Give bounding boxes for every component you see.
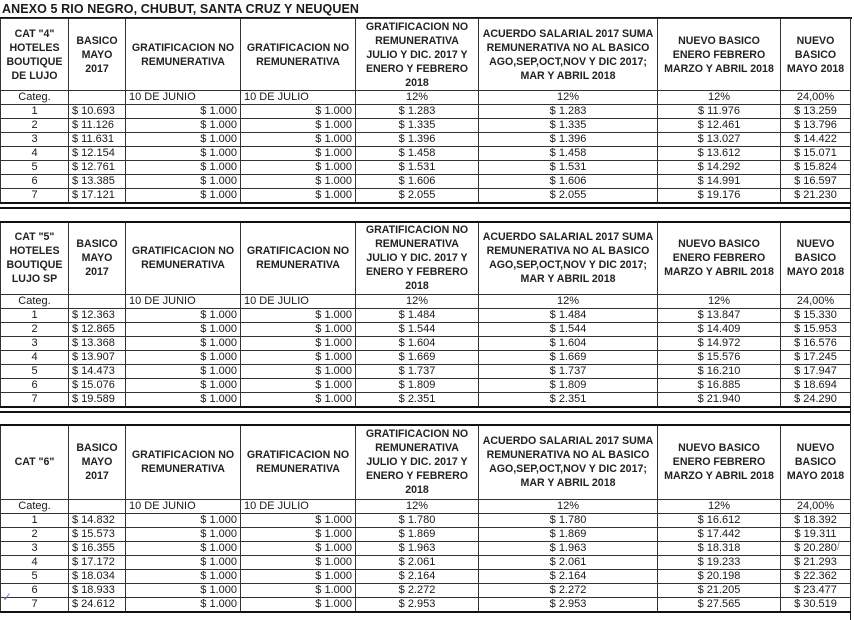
subheader-date-julio: 10 DE JULIO (241, 500, 356, 514)
header-gratificacion-junio: GRATIFICACION NO REMUNERATIVA (126, 19, 241, 91)
cell-gratificacion-julio: $ 1.000 (241, 350, 356, 364)
cell-categoria: 3 (1, 336, 69, 350)
cell-nuevo-basico-mayo: $ 13.796 (781, 118, 851, 132)
cell-gratificacion-julio: $ 1.000 (241, 597, 356, 612)
cell-acuerdo-salarial: $ 1.458 (479, 146, 658, 160)
cell-nuevo-basico-ene-abr: $ 14.972 (658, 336, 781, 350)
cell-acuerdo-salarial: $ 2.351 (479, 392, 658, 407)
salary-table-section-2 (0, 221, 851, 408)
category-header: CAT "4" HOTELES BOUTIQUE DE LUJO (1, 19, 69, 91)
pen-mark: ∕ (835, 538, 843, 552)
cell-gratificacion-12pct: $ 1.484 (356, 308, 479, 322)
subheader-basico (69, 91, 126, 105)
cell-categoria: 3 (1, 132, 69, 146)
table-row (1, 188, 851, 203)
header-gratificacion-julio: GRATIFICACION NO REMUNERATIVA (241, 222, 356, 295)
cell-gratificacion-12pct: $ 2.055 (356, 188, 479, 203)
cell-gratificacion-junio: $ 1.000 (126, 174, 241, 188)
cell-gratificacion-junio: $ 1.000 (126, 322, 241, 336)
header-nuevo-basico-mayo: NUEVO BASICO MAYO 2018 (781, 222, 851, 295)
subheader-row (1, 91, 851, 105)
cell-nuevo-basico-mayo: $ 17.947 (781, 364, 851, 378)
cell-nuevo-basico-ene-abr: $ 13.847 (658, 308, 781, 322)
cell-nuevo-basico-ene-abr: $ 16.612 (658, 513, 781, 527)
cell-gratificacion-junio: $ 1.000 (126, 513, 241, 527)
cell-nuevo-basico-mayo: $ 18.392 (781, 513, 851, 527)
cell-gratificacion-12pct: $ 2.351 (356, 392, 479, 407)
header-basico: BASICO MAYO 2017 (69, 425, 126, 500)
cell-gratificacion-junio: $ 1.000 (126, 188, 241, 203)
cell-gratificacion-12pct: $ 1.963 (356, 541, 479, 555)
cell-basico-mayo-2017: $ 19.589 (69, 392, 126, 407)
subheader-categ: Categ. (1, 91, 69, 105)
cell-nuevo-basico-ene-abr: $ 14.991 (658, 174, 781, 188)
table-row (1, 174, 851, 188)
cell-nuevo-basico-ene-abr: $ 13.612 (658, 146, 781, 160)
cell-acuerdo-salarial: $ 1.737 (479, 364, 658, 378)
cell-nuevo-basico-mayo: $ 15.071 (781, 146, 851, 160)
cell-acuerdo-salarial: $ 1.780 (479, 513, 658, 527)
section-separator (0, 411, 850, 426)
cell-gratificacion-julio: $ 1.000 (241, 336, 356, 350)
cell-basico-mayo-2017: $ 14.473 (69, 364, 126, 378)
subheader-row (1, 500, 851, 514)
cell-nuevo-basico-ene-abr: $ 11.976 (658, 104, 781, 118)
cell-gratificacion-12pct: $ 1.606 (356, 174, 479, 188)
header-nuevo-basico-ene-abr: NUEVO BASICO ENERO FEBRERO MARZO Y ABRIL 2018 (658, 19, 781, 91)
category-header: CAT "5" HOTELES BOUTIQUE LUJO SP (1, 222, 69, 295)
cell-categoria: 5 (1, 160, 69, 174)
cell-gratificacion-junio: $ 1.000 (126, 364, 241, 378)
cell-gratificacion-12pct: $ 1.737 (356, 364, 479, 378)
cell-gratificacion-julio: $ 1.000 (241, 583, 356, 597)
subheader-row (1, 295, 851, 309)
cell-nuevo-basico-ene-abr: $ 14.292 (658, 160, 781, 174)
table-row (1, 160, 851, 174)
subheader-date-junio: 10 DE JUNIO (126, 295, 241, 309)
header-nuevo-basico-mayo: NUEVO BASICO MAYO 2018 (781, 425, 851, 500)
cell-gratificacion-12pct: $ 2.953 (356, 597, 479, 612)
cell-nuevo-basico-ene-abr: $ 17.442 (658, 527, 781, 541)
cell-nuevo-basico-ene-abr: $ 20.198 (658, 569, 781, 583)
cell-categoria: 1 (1, 104, 69, 118)
table-row (1, 583, 851, 597)
category-header: CAT "6" (1, 425, 69, 500)
cell-nuevo-basico-mayo: $ 16.576 (781, 336, 851, 350)
cell-basico-mayo-2017: $ 12.363 (69, 308, 126, 322)
cell-nuevo-basico-ene-abr: $ 19.233 (658, 555, 781, 569)
cell-gratificacion-junio: $ 1.000 (126, 583, 241, 597)
column-header-row (1, 222, 851, 295)
cell-basico-mayo-2017: $ 12.154 (69, 146, 126, 160)
cell-gratificacion-julio: $ 1.000 (241, 118, 356, 132)
cell-gratificacion-julio: $ 1.000 (241, 513, 356, 527)
cell-gratificacion-julio: $ 1.000 (241, 160, 356, 174)
cell-gratificacion-julio: $ 1.000 (241, 132, 356, 146)
cell-acuerdo-salarial: $ 1.484 (479, 308, 658, 322)
cell-gratificacion-junio: $ 1.000 (126, 555, 241, 569)
cell-basico-mayo-2017: $ 18.933 (69, 583, 126, 597)
document-title: ANEXO 5 RIO NEGRO, CHUBUT, SANTA CRUZ Y NEUQUEN (2, 2, 360, 16)
subheader-pct-acuerdo: 12% (479, 295, 658, 309)
cell-categoria: 1 (1, 308, 69, 322)
table-row (1, 104, 851, 118)
cell-gratificacion-12pct: $ 1.809 (356, 378, 479, 392)
cell-categoria: 6 (1, 583, 69, 597)
cell-nuevo-basico-mayo: $ 22.362 (781, 569, 851, 583)
salary-table-section-1 (0, 18, 851, 204)
cell-categoria: 7 (1, 597, 69, 612)
cell-acuerdo-salarial: $ 2.164 (479, 569, 658, 583)
cell-categoria: 2 (1, 527, 69, 541)
table-row (1, 569, 851, 583)
table-row (1, 364, 851, 378)
cell-gratificacion-junio: $ 1.000 (126, 160, 241, 174)
cell-categoria: 6 (1, 174, 69, 188)
cell-basico-mayo-2017: $ 10.693 (69, 104, 126, 118)
cell-categoria: 1 (1, 513, 69, 527)
table-row (1, 392, 851, 407)
subheader-pct-grat: 12% (356, 91, 479, 105)
cell-basico-mayo-2017: $ 13.368 (69, 336, 126, 350)
cell-gratificacion-12pct: $ 2.272 (356, 583, 479, 597)
table-row (1, 350, 851, 364)
cell-nuevo-basico-mayo: $ 15.953 (781, 322, 851, 336)
subheader-pct-nuevo2: 24,00% (781, 91, 851, 105)
cell-gratificacion-junio: $ 1.000 (126, 378, 241, 392)
header-gratificacion-junio: GRATIFICACION NO REMUNERATIVA (126, 425, 241, 500)
cell-nuevo-basico-ene-abr: $ 13.027 (658, 132, 781, 146)
header-gratificacion-julio: GRATIFICACION NO REMUNERATIVA (241, 19, 356, 91)
cell-nuevo-basico-ene-abr: $ 14.409 (658, 322, 781, 336)
cell-gratificacion-12pct: $ 1.458 (356, 146, 479, 160)
cell-gratificacion-junio: $ 1.000 (126, 146, 241, 160)
cell-gratificacion-12pct: $ 1.335 (356, 118, 479, 132)
cell-gratificacion-junio: $ 1.000 (126, 132, 241, 146)
cell-basico-mayo-2017: $ 15.573 (69, 527, 126, 541)
cell-nuevo-basico-mayo: $ 15.330 (781, 308, 851, 322)
cell-nuevo-basico-mayo: $ 14.422 (781, 132, 851, 146)
cell-acuerdo-salarial: $ 1.606 (479, 174, 658, 188)
cell-gratificacion-julio: $ 1.000 (241, 569, 356, 583)
cell-gratificacion-julio: $ 1.000 (241, 174, 356, 188)
cell-gratificacion-julio: $ 1.000 (241, 392, 356, 407)
salary-table-section-3 (0, 424, 851, 613)
cell-basico-mayo-2017: $ 18.034 (69, 569, 126, 583)
cell-nuevo-basico-mayo: $ 16.597 (781, 174, 851, 188)
subheader-pct-nuevo2: 24,00% (781, 295, 851, 309)
subheader-categ: Categ. (1, 295, 69, 309)
header-acuerdo-salarial: ACUERDO SALARIAL 2017 SUMA REMUNERATIVA NO AL BASICO AGO,SEP,OCT,NOV Y DIC 2017; MAR Y ABRIL 2018 (479, 222, 658, 295)
header-nuevo-basico-ene-abr: NUEVO BASICO ENERO FEBRERO MARZO Y ABRIL 2018 (658, 222, 781, 295)
cell-acuerdo-salarial: $ 2.272 (479, 583, 658, 597)
cell-gratificacion-junio: $ 1.000 (126, 350, 241, 364)
column-header-row (1, 425, 851, 500)
table-row (1, 597, 851, 612)
header-nuevo-basico-mayo: NUEVO BASICO MAYO 2018 (781, 19, 851, 91)
table-row (1, 541, 851, 555)
cell-categoria: 5 (1, 569, 69, 583)
header-gratificacion-12pct: GRATIFICACION NO REMUNERATIVA JULIO Y DIC. 2017 Y ENERO Y FEBRERO 2018 (356, 19, 479, 91)
header-gratificacion-julio: GRATIFICACION NO REMUNERATIVA (241, 425, 356, 500)
table-row (1, 132, 851, 146)
table-row (1, 513, 851, 527)
subheader-pct-grat: 12% (356, 500, 479, 514)
pen-mark: ✓ (2, 590, 13, 604)
cell-gratificacion-julio: $ 1.000 (241, 555, 356, 569)
cell-gratificacion-12pct: $ 1.780 (356, 513, 479, 527)
cell-nuevo-basico-mayo: $ 20.280 (781, 541, 851, 555)
cell-acuerdo-salarial: $ 1.604 (479, 336, 658, 350)
table-row (1, 146, 851, 160)
cell-acuerdo-salarial: $ 1.669 (479, 350, 658, 364)
cell-gratificacion-julio: $ 1.000 (241, 378, 356, 392)
cell-gratificacion-julio: $ 1.000 (241, 364, 356, 378)
cell-gratificacion-12pct: $ 2.061 (356, 555, 479, 569)
subheader-pct-nuevo1: 12% (658, 91, 781, 105)
cell-basico-mayo-2017: $ 17.121 (69, 188, 126, 203)
cell-nuevo-basico-ene-abr: $ 15.576 (658, 350, 781, 364)
cell-nuevo-basico-mayo: $ 19.311 (781, 527, 851, 541)
subheader-pct-acuerdo: 12% (479, 91, 658, 105)
cell-basico-mayo-2017: $ 11.631 (69, 132, 126, 146)
cell-gratificacion-julio: $ 1.000 (241, 104, 356, 118)
cell-nuevo-basico-mayo: $ 30.519 (781, 597, 851, 612)
cell-gratificacion-julio: $ 1.000 (241, 322, 356, 336)
table-row (1, 336, 851, 350)
subheader-basico (69, 295, 126, 309)
cell-nuevo-basico-mayo: $ 21.293 (781, 555, 851, 569)
cell-acuerdo-salarial: $ 1.869 (479, 527, 658, 541)
subheader-pct-nuevo1: 12% (658, 500, 781, 514)
cell-gratificacion-12pct: $ 1.604 (356, 336, 479, 350)
cell-basico-mayo-2017: $ 12.865 (69, 322, 126, 336)
cell-basico-mayo-2017: $ 13.385 (69, 174, 126, 188)
cell-gratificacion-junio: $ 1.000 (126, 336, 241, 350)
cell-gratificacion-12pct: $ 1.531 (356, 160, 479, 174)
cell-gratificacion-12pct: $ 1.283 (356, 104, 479, 118)
subheader-pct-acuerdo: 12% (479, 500, 658, 514)
table-row (1, 555, 851, 569)
table-row (1, 118, 851, 132)
cell-acuerdo-salarial: $ 1.809 (479, 378, 658, 392)
cell-gratificacion-12pct: $ 2.164 (356, 569, 479, 583)
header-basico: BASICO MAYO 2017 (69, 19, 126, 91)
cell-nuevo-basico-mayo: $ 24.290 (781, 392, 851, 407)
header-nuevo-basico-ene-abr: NUEVO BASICO ENERO FEBRERO MARZO Y ABRIL 2018 (658, 425, 781, 500)
cell-acuerdo-salarial: $ 2.953 (479, 597, 658, 612)
cell-gratificacion-12pct: $ 1.396 (356, 132, 479, 146)
table-row (1, 527, 851, 541)
cell-gratificacion-12pct: $ 1.869 (356, 527, 479, 541)
subheader-basico (69, 500, 126, 514)
header-gratificacion-12pct: GRATIFICACION NO REMUNERATIVA JULIO Y DIC. 2017 Y ENERO Y FEBRERO 2018 (356, 222, 479, 295)
cell-basico-mayo-2017: $ 17.172 (69, 555, 126, 569)
cell-acuerdo-salarial: $ 2.055 (479, 188, 658, 203)
cell-nuevo-basico-ene-abr: $ 19.176 (658, 188, 781, 203)
cell-gratificacion-junio: $ 1.000 (126, 541, 241, 555)
cell-nuevo-basico-mayo: $ 15.824 (781, 160, 851, 174)
cell-categoria: 7 (1, 392, 69, 407)
cell-gratificacion-12pct: $ 1.544 (356, 322, 479, 336)
cell-categoria: 6 (1, 378, 69, 392)
cell-gratificacion-julio: $ 1.000 (241, 188, 356, 203)
subheader-categ: Categ. (1, 500, 69, 514)
cell-nuevo-basico-ene-abr: $ 16.885 (658, 378, 781, 392)
cell-gratificacion-junio: $ 1.000 (126, 308, 241, 322)
cell-categoria: 4 (1, 555, 69, 569)
table-row (1, 378, 851, 392)
cell-acuerdo-salarial: $ 1.531 (479, 160, 658, 174)
subheader-pct-nuevo2: 24,00% (781, 500, 851, 514)
cell-categoria: 7 (1, 188, 69, 203)
cell-nuevo-basico-mayo: $ 23.477 (781, 583, 851, 597)
cell-basico-mayo-2017: $ 12.761 (69, 160, 126, 174)
cell-acuerdo-salarial: $ 2.061 (479, 555, 658, 569)
column-header-row (1, 19, 851, 91)
header-acuerdo-salarial: ACUERDO SALARIAL 2017 SUMA REMUNERATIVA NO AL BASICO AGO,SEP,OCT,NOV Y DIC 2017; MAR Y ABRIL 2018 (479, 425, 658, 500)
cell-basico-mayo-2017: $ 24.612 (69, 597, 126, 612)
header-gratificacion-12pct: GRATIFICACION NO REMUNERATIVA JULIO Y DIC. 2017 Y ENERO Y FEBRERO 2018 (356, 425, 479, 500)
cell-gratificacion-junio: $ 1.000 (126, 104, 241, 118)
cell-basico-mayo-2017: $ 11.126 (69, 118, 126, 132)
cell-nuevo-basico-mayo: $ 18.694 (781, 378, 851, 392)
cell-gratificacion-12pct: $ 1.669 (356, 350, 479, 364)
cell-categoria: 4 (1, 350, 69, 364)
subheader-date-julio: 10 DE JULIO (241, 295, 356, 309)
cell-nuevo-basico-ene-abr: $ 16.210 (658, 364, 781, 378)
cell-nuevo-basico-ene-abr: $ 12.461 (658, 118, 781, 132)
cell-acuerdo-salarial: $ 1.396 (479, 132, 658, 146)
cell-gratificacion-junio: $ 1.000 (126, 527, 241, 541)
cell-acuerdo-salarial: $ 1.335 (479, 118, 658, 132)
cell-acuerdo-salarial: $ 1.544 (479, 322, 658, 336)
header-gratificacion-junio: GRATIFICACION NO REMUNERATIVA (126, 222, 241, 295)
cell-gratificacion-julio: $ 1.000 (241, 527, 356, 541)
cell-nuevo-basico-ene-abr: $ 21.940 (658, 392, 781, 407)
cell-nuevo-basico-mayo: $ 13.259 (781, 104, 851, 118)
header-basico: BASICO MAYO 2017 (69, 222, 126, 295)
cell-categoria: 5 (1, 364, 69, 378)
cell-gratificacion-julio: $ 1.000 (241, 146, 356, 160)
subheader-pct-grat: 12% (356, 295, 479, 309)
cell-nuevo-basico-ene-abr: $ 18.318 (658, 541, 781, 555)
cell-categoria: 3 (1, 541, 69, 555)
table-row (1, 308, 851, 322)
cell-basico-mayo-2017: $ 13.907 (69, 350, 126, 364)
subheader-date-junio: 10 DE JUNIO (126, 91, 241, 105)
cell-basico-mayo-2017: $ 14.832 (69, 513, 126, 527)
header-acuerdo-salarial: ACUERDO SALARIAL 2017 SUMA REMUNERATIVA NO AL BASICO AGO,SEP,OCT,NOV Y DIC 2017; MAR Y ABRIL 2018 (479, 19, 658, 91)
cell-gratificacion-julio: $ 1.000 (241, 541, 356, 555)
cell-acuerdo-salarial: $ 1.283 (479, 104, 658, 118)
cell-basico-mayo-2017: $ 15.076 (69, 378, 126, 392)
cell-nuevo-basico-mayo: $ 21.230 (781, 188, 851, 203)
cell-nuevo-basico-ene-abr: $ 21.205 (658, 583, 781, 597)
cell-gratificacion-junio: $ 1.000 (126, 392, 241, 407)
cell-basico-mayo-2017: $ 16.355 (69, 541, 126, 555)
cell-categoria: 4 (1, 146, 69, 160)
subheader-date-junio: 10 DE JUNIO (126, 500, 241, 514)
table-row (1, 322, 851, 336)
cell-gratificacion-junio: $ 1.000 (126, 118, 241, 132)
subheader-date-julio: 10 DE JULIO (241, 91, 356, 105)
cell-gratificacion-julio: $ 1.000 (241, 308, 356, 322)
cell-categoria: 2 (1, 322, 69, 336)
subheader-pct-nuevo1: 12% (658, 295, 781, 309)
cell-gratificacion-junio: $ 1.000 (126, 569, 241, 583)
section-separator (0, 207, 850, 223)
cell-acuerdo-salarial: $ 1.963 (479, 541, 658, 555)
cell-gratificacion-junio: $ 1.000 (126, 597, 241, 612)
cell-nuevo-basico-mayo: $ 17.245 (781, 350, 851, 364)
cell-categoria: 2 (1, 118, 69, 132)
cell-nuevo-basico-ene-abr: $ 27.565 (658, 597, 781, 612)
